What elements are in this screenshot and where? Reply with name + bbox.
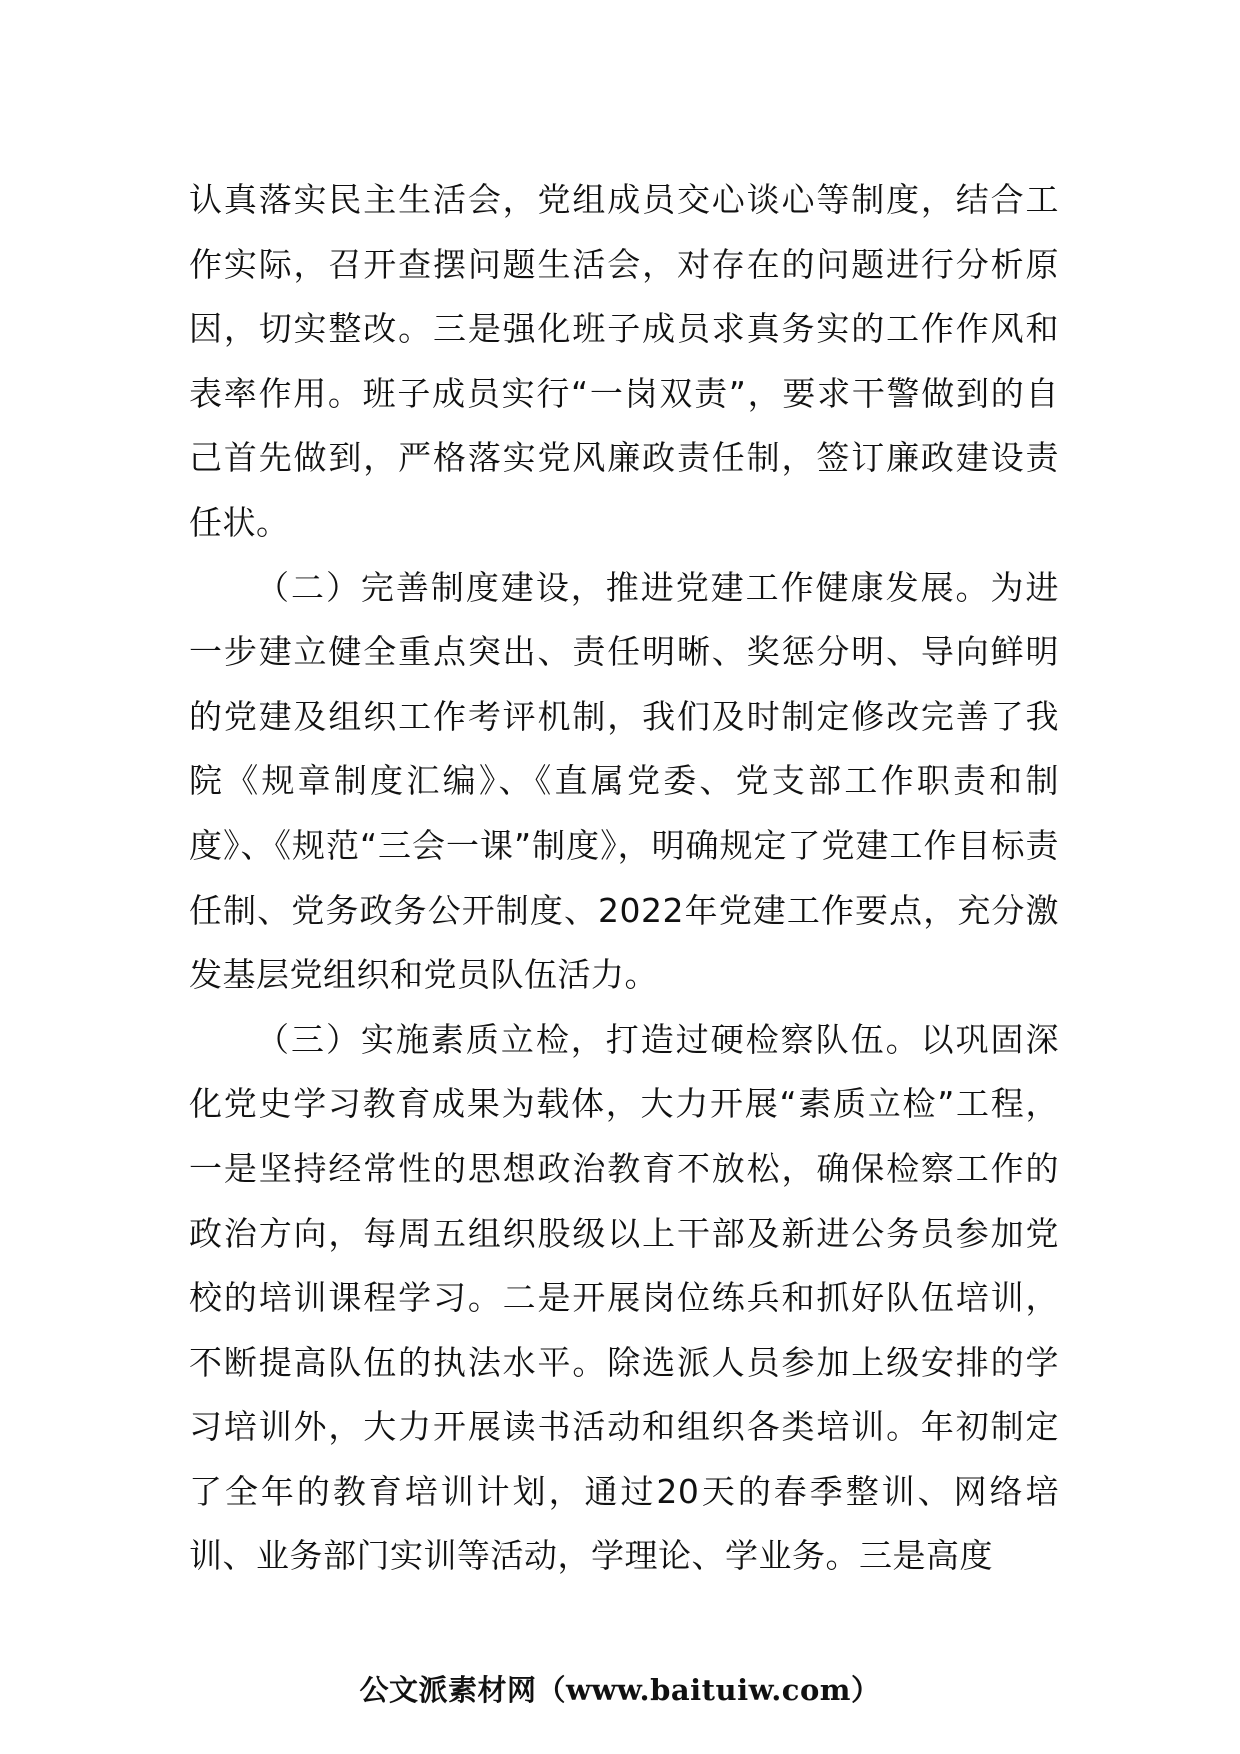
paragraph-continuation: 认真落实民主生活会，党组成员交心谈心等制度，结合工作实际，召开查摆问题生活会，对存在的问题进行分析原因，切实整改。三是强化班子成员求真务实的工作作风和表率作用。班子成员实行“一岗双责”，要求干警做到的自己首先做到，严格落实党风廉政责任制，签订廉政建设责任状。 (189, 180, 1059, 542)
paragraph-section-two: （二）完善制度建设，推进党建工作健康发展。为进一步建立健全重点突出、责任明晰、奖惩分明、导向鲜明的党建及组织工作考评机制，我们及时制定修改完善了我院《规章制度汇编》、《直属党委、党支部工作职责和制度》、《规范“三会一课”制度》，明确规定了党建工作目标责任制、党务政务公开制度、2022年党建工作要点，充分激发基层党组织和党员队伍活力。 (189, 567, 1059, 995)
paragraph-section-three: （三）实施素质立检，打造过硬检察队伍。以巩固深化党史学习教育成果为载体，大力开展“素质立检”工程，一是坚持经常性的思想政治教育不放松，确保检察工作的政治方向，每周五组织股级以上干部及新进公务员参加党校的培训课程学习。二是开展岗位练兵和抓好队伍培训，不断提高队伍的执法水平。除选派人员参加上级安排的学习培训外，大力开展读书活动和组织各类培训。年初制定了全年的教育培训计划，通过20天的春季整训、网络培训、业务部门实训等活动，学理论、学业务。三是高度 (189, 1019, 1059, 1576)
footer-watermark: 公文派素材网（www.baituiw.com） (359, 1673, 881, 1707)
document-body (189, 168, 1059, 1589)
